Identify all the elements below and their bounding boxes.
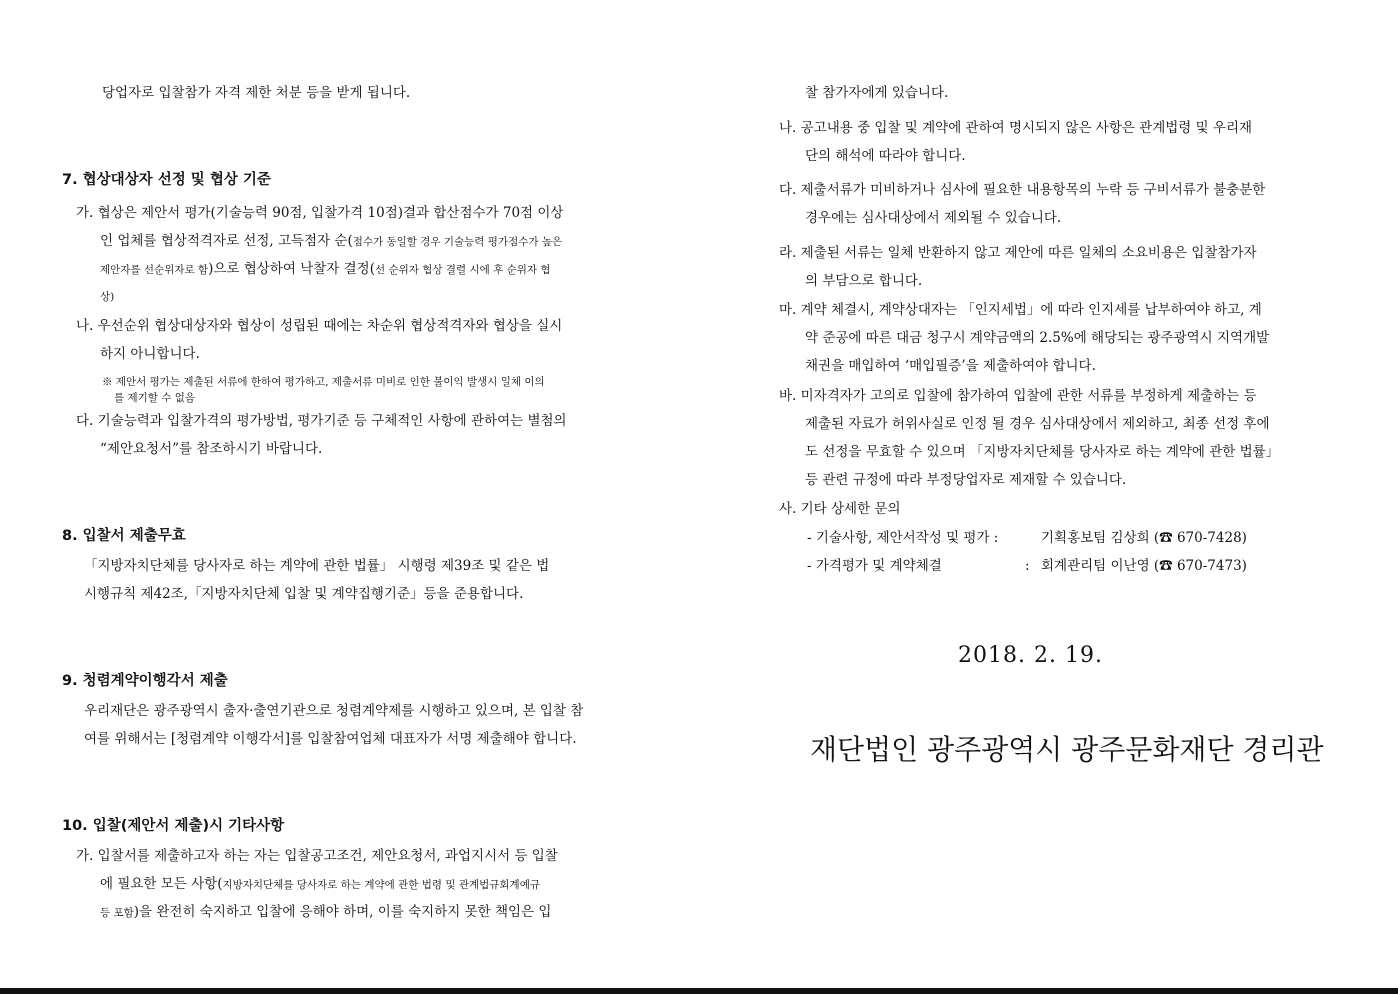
item-ma-line-2: 약 준공에 따른 대금 청구시 계약금액의 2.5%에 해당되는 광주광역시 지역개발: [805, 330, 1270, 346]
continued-text: 당업자로 입찰참가 자격 제한 처분 등을 받게 됩니다.: [102, 85, 411, 101]
section-10a-line-1: 가. 입찰서를 제출하고자 하는 자는 입찰공고조건, 제안요청서, 과업지시서 등 입찰: [76, 848, 558, 864]
section-9-line-1: 우리재단은 광주광역시 출자·출연기관으로 청렴계약제를 시행하고 있으며, 본 입찰 참: [84, 703, 584, 719]
document-date: 2018. 2. 19.: [958, 643, 1103, 668]
continued-text: 찰 참가자에게 있습니다.: [805, 85, 949, 101]
item-da-line-2: 경우에는 심사대상에서 제외될 수 있습니다.: [805, 210, 1062, 226]
section-7-heading: 7. 협상대상자 선정 및 협상 기준: [62, 172, 271, 188]
section-7a-line-4: 상): [100, 291, 115, 303]
item-ba-line-4: 등 관련 규정에 따라 부정당업자로 제재할 수 있습니다.: [805, 472, 1127, 488]
evaluation-note-line-1: ※ 제안서 평가는 제출된 서류에 한하여 평가하고, 제출서류 미비로 인한 불이익 발생시 일체 이의: [102, 376, 545, 388]
section-7b-line-2: 하지 아니합니다.: [100, 346, 200, 362]
section-9-line-2: 여를 위해서는 [청렴계약 이행각서]를 입찰참여업체 대표자가 서명 제출해야 합니다.: [84, 731, 577, 747]
section-7a-line-1: 가. 협상은 제안서 평가(기술능력 90점, 입찰가격 10점)결과 합산점수가 70점 이상: [76, 205, 564, 221]
section-10-heading: 10. 입찰(제안서 제출)시 기타사항: [62, 818, 285, 834]
contact-2-colon: :: [1025, 558, 1030, 574]
item-ba-line-3: 도 선정을 무효할 수 있으며 「지방자치단체를 당사자로 하는 계약에 관한 법률」: [805, 444, 1280, 460]
item-ra-line-1: 라. 제출된 서류는 일체 반환하지 않고 제안에 따른 일체의 소요비용은 입찰참가자: [779, 245, 1257, 261]
section-7a-line-3: 제안자를 선순위자로 함)으로 협상하여 낙찰자 결정(선 순위자 협상 결렬 시에 후 순위자 협: [100, 261, 551, 277]
section-7c-line-2: “제안요청서”를 참조하시기 바랍니다.: [100, 441, 323, 457]
item-ma-line-3: 채권을 매입하여 ‘매입필증’을 제출하여야 합니다.: [805, 358, 1096, 374]
contact-2-label: - 가격평가 및 계약체결: [807, 558, 942, 574]
item-ra-line-2: 의 부담으로 합니다.: [805, 273, 923, 289]
item-ba-line-2: 제출된 자료가 허위사실로 인정 될 경우 심사대상에서 제외하고, 최종 선정 후에: [805, 416, 1270, 432]
item-ma-line-1: 마. 계약 체결시, 계약상대자는 「인지세법」에 따라 인지세를 납부하여야 하고, 계: [779, 302, 1262, 318]
section-10a-line-3: 등 포함)을 완전히 숙지하고 입찰에 응해야 하며, 이를 숙지하지 못한 책임은 입: [100, 904, 552, 920]
item-na-line-2: 단의 해석에 따라야 합니다.: [805, 148, 966, 164]
contact-2-value: 회계관리팀 이난영 (☎ 670-7473): [1041, 558, 1247, 574]
item-da-line-1: 다. 제출서류가 미비하거나 심사에 필요한 내용항목의 누락 등 구비서류가 불충분한: [779, 182, 1266, 198]
contact-1-label: - 기술사항, 제안서작성 및 평가 :: [807, 530, 999, 546]
section-7b-line-1: 나. 우선순위 협상대상자와 협상이 성립된 때에는 차순위 협상적격자와 협상을 실시: [76, 318, 563, 334]
section-10a-line-2: 에 필요한 모든 사항(지방자치단체를 당사자로 하는 계약에 관한 법령 및 관계법규회계예규: [100, 876, 540, 892]
issuer-signature: 재단법인 광주광역시 광주문화재단 경리관: [810, 733, 1324, 766]
section-7c-line-1: 다. 기술능력과 입찰가격의 평가방법, 평가기준 등 구체적인 사항에 관하여는 별첨의: [76, 413, 567, 429]
item-na-line-1: 나. 공고내용 중 입찰 및 계약에 관하여 명시되지 않은 사항은 관계법령 및 우리재: [779, 120, 1253, 136]
section-8-line-2: 시행규칙 제42조,「지방자치단체 입찰 및 계약집행기준」등을 준용합니다.: [84, 586, 524, 602]
section-8-heading: 8. 입찰서 제출무효: [62, 528, 186, 544]
evaluation-note-line-2: 를 제기할 수 없음: [114, 392, 196, 404]
contact-1-value: 기획홍보팀 김상희 (☎ 670-7428): [1041, 530, 1247, 546]
section-7a-line-2: 인 업체를 협상적격자로 선정, 고득점자 순(점수가 동일할 경우 기술능력 평가점수가 높은: [100, 233, 563, 249]
section-8-line-1: 「지방자치단체를 당사자로 하는 계약에 관한 법률」 시행령 제39조 및 같은 법: [84, 558, 550, 574]
section-9-heading: 9. 청렴계약이행각서 제출: [62, 673, 228, 689]
page-bottom-border: [0, 988, 1398, 994]
item-sa-line-1: 사. 기타 상세한 문의: [779, 501, 901, 517]
item-ba-line-1: 바. 미자격자가 고의로 입찰에 참가하여 입찰에 관한 서류를 부정하게 제출하는 등: [779, 388, 1257, 404]
